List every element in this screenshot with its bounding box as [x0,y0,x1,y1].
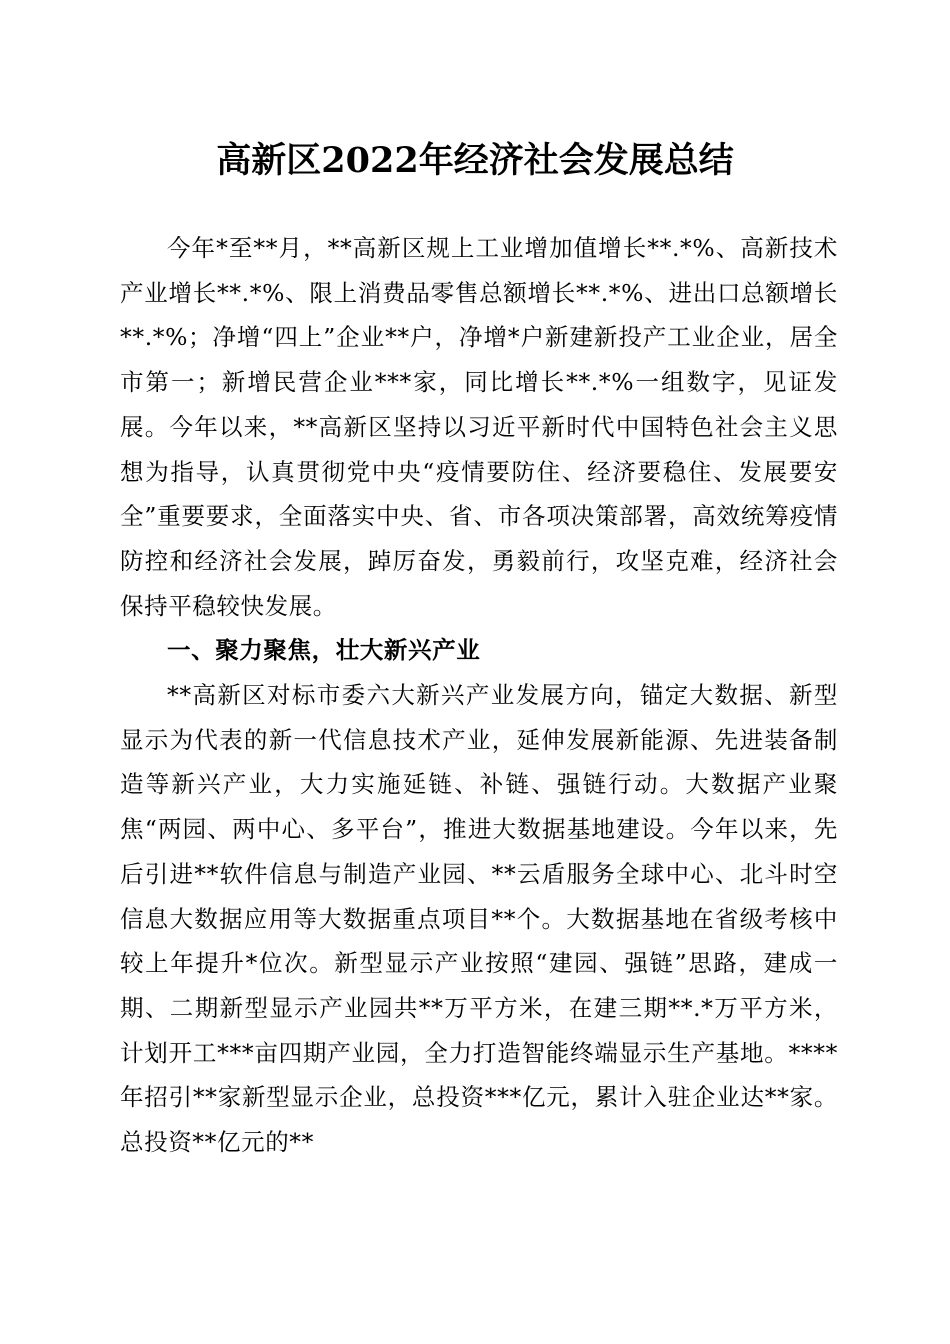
section-paragraph: **高新区对标市委六大新兴产业发展方向，锚定大数据、新型显示为代表的新一代信息技术产业，延伸发展新能源、先进装备制造等新兴产业，大力实施延链、补链、强链行动。大数据产业聚焦“两园、两中心、多平台”，推进大数据基地建设。今年以来，先后引进**软件信息与制造产业园、**云盾服务全球中心、北斗时空信息大数据应用等大数据重点项目**个。大数据基地在省级考核中较上年提升*位次。新型显示产业按照“建园、强链”思路，建成一期、二期新型显示产业园共**万平方米，在建三期**.*万平方米，计划开工***亩四期产业园，全力打造智能终端显示生产基地。****年招引**家新型显示企业，总投资***亿元，累计入驻企业达**家。总投资**亿元的** [120,681,838,1157]
section-heading: 一、聚力聚焦，壮大新兴产业 [167,636,481,665]
document-body [120,226,838,1165]
document-title: 高新区2022年经济社会发展总结 [216,140,734,181]
intro-paragraph: 今年*至**月，**高新区规上工业增加值增长**.*%、高新技术产业增长**.*%、限上消费品零售总额增长**.*%、进出口总额增长**.*%；净增“四上”企业**户，净增*户新建新投产工业企业，居全市第一；新增民营企业***家，同比增长**.*%一组数字，见证发展。今年以来，**高新区坚持以习近平新时代中国特色社会主义思想为指导，认真贯彻党中央“疫情要防住、经济要稳住、发展要安全”重要要求，全面落实中央、省、市各项决策部署，高效统筹疫情防控和经济社会发展，踔厉奋发，勇毅前行，攻坚克难，经济社会保持平稳较快发展。 [120,234,838,620]
